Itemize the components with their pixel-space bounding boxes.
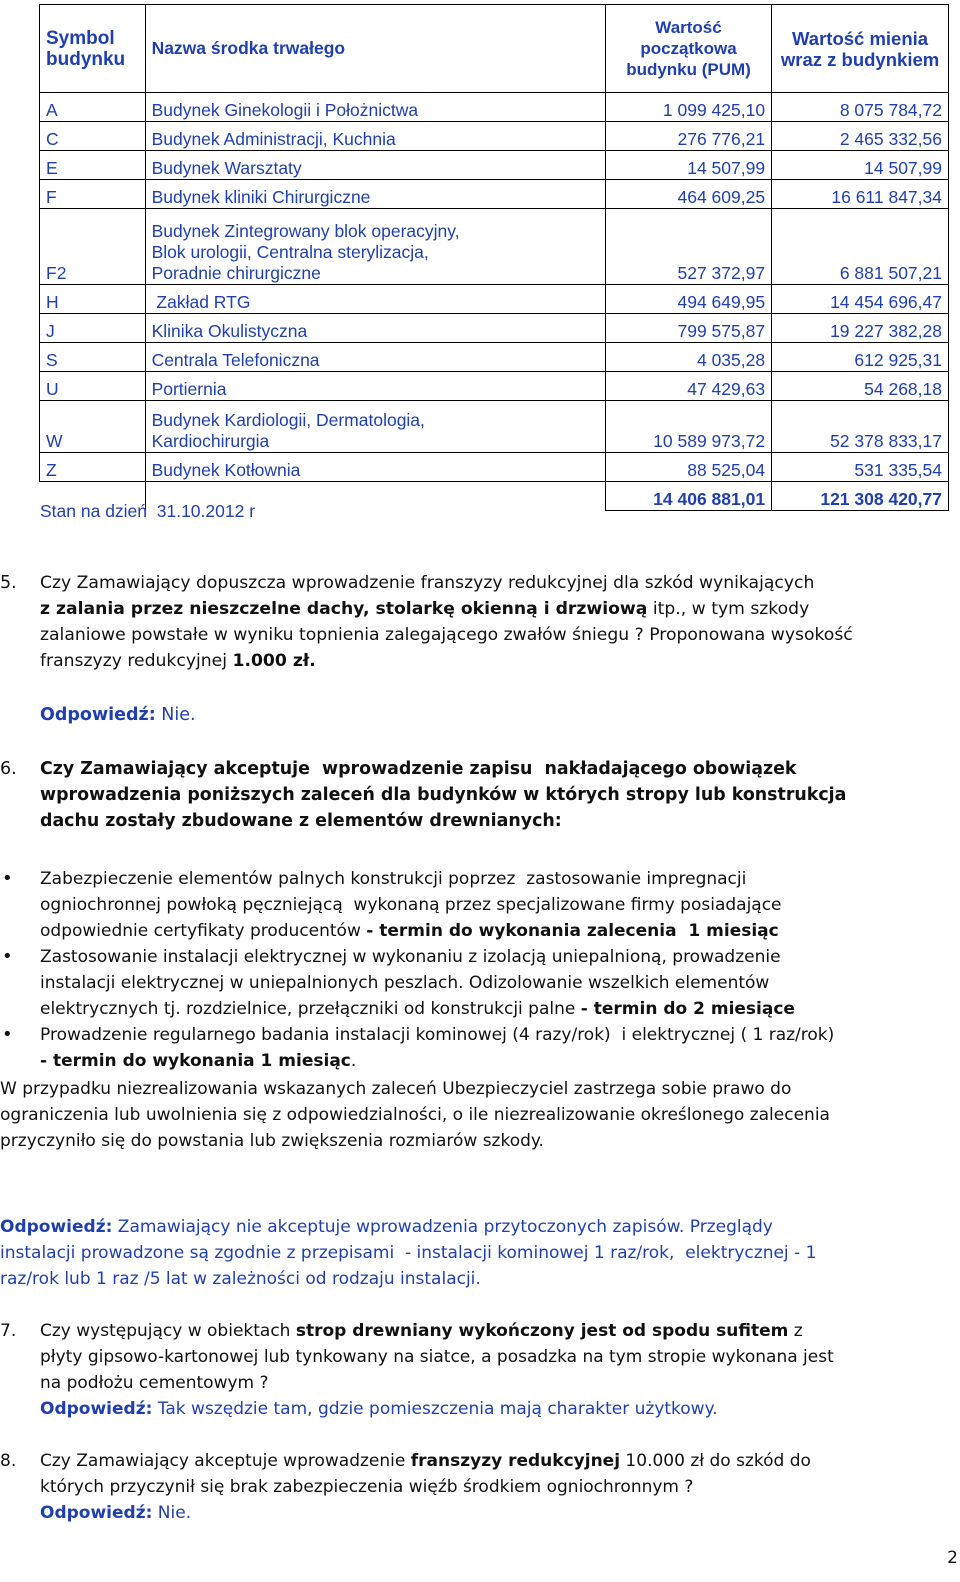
row-property-value: 52 378 833,17 xyxy=(772,401,949,453)
row-name: Budynek Ginekologii i Położnictwa xyxy=(145,93,605,122)
q5-bold-text: z zalania przez nieszczelne dachy, stolarkę okienną i drzwiową xyxy=(40,599,648,619)
question-number: 8. xyxy=(0,1451,17,1471)
row-symbol: F xyxy=(40,180,146,209)
row-symbol: A xyxy=(40,93,146,122)
table-header-row xyxy=(40,5,949,93)
row-property-value: 6 881 507,21 xyxy=(772,209,949,285)
total-property-value: 121 308 420,77 xyxy=(772,482,949,511)
bullet-icon: • xyxy=(2,868,13,889)
q7-line: płyty gipsowo-kartonowej lub tynkowany na siatce, a posadzka na tym stropie wykonana jest xyxy=(40,1347,834,1367)
row-initial-value: 4 035,28 xyxy=(605,343,771,372)
row-property-value: 16 611 847,34 xyxy=(772,180,949,209)
row-name-line: Budynek Kardiologii, Dermatologia, xyxy=(151,410,425,430)
answer-label: Odpowiedź: xyxy=(40,1503,153,1523)
total-initial-value: 14 406 881,01 xyxy=(605,482,771,511)
q5-bold-text: 1.000 zł. xyxy=(232,651,316,671)
q5-line: Czy Zamawiający dopuszcza wprowadzenie franszyzy redukcyjnej dla szkód wynikających xyxy=(40,573,815,593)
answer-text: Nie. xyxy=(152,1503,192,1523)
row-initial-value: 494 649,95 xyxy=(605,285,771,314)
question-number: 7. xyxy=(0,1321,17,1341)
list-item-line xyxy=(40,1048,950,1074)
table-row xyxy=(40,93,949,122)
row-property-value: 19 227 382,28 xyxy=(772,314,949,343)
q7-answer xyxy=(40,1396,950,1422)
q7-text: Czy występujący w obiektach xyxy=(40,1321,296,1341)
bullet-icon: • xyxy=(2,1024,13,1045)
row-name xyxy=(145,209,605,285)
row-initial-value: 47 429,63 xyxy=(605,372,771,401)
list-item xyxy=(40,866,950,944)
row-symbol: H xyxy=(40,285,146,314)
row-property-value: 531 335,54 xyxy=(772,453,949,482)
row-name-line: Budynek Zintegrowany blok operacyjny, xyxy=(151,221,460,241)
q7-bold-text: strop drewniany wykończony jest od spodu sufitem xyxy=(295,1321,789,1341)
row-symbol: F2 xyxy=(40,209,146,285)
row-name-line: Blok urologii, Centralna sterylizacja, xyxy=(151,242,429,262)
building-value-table xyxy=(39,4,949,511)
table-row xyxy=(40,151,949,180)
list-item-text: . xyxy=(350,1051,357,1071)
q5-text: itp., w tym szkody xyxy=(647,599,810,619)
row-initial-value: 14 507,99 xyxy=(605,151,771,180)
q5-text: franszyzy redukcyjnej xyxy=(40,651,233,671)
list-item-line: Zastosowanie instalacji elektrycznej w wykonaniu z izolacją uniepalnioną, prowadzenie xyxy=(40,947,781,967)
question-number: 5. xyxy=(0,573,17,593)
table-row xyxy=(40,285,949,314)
list-item-bold-text: - termin do wykonania 1 miesiąc xyxy=(40,1051,351,1071)
list-item-text: elektrycznych tj. rozdzielnice, przełączniki od konstrukcji palne xyxy=(40,999,581,1019)
row-property-value: 54 268,18 xyxy=(772,372,949,401)
q8-line: których przyczynił się brak zabezpieczenia więźb środkiem ogniochronnym ? xyxy=(40,1477,694,1497)
header-name: Nazwa środka trwałego xyxy=(145,5,605,93)
list-item-line: Zabezpieczenie elementów palnych konstrukcji poprzez zastosowanie impregnacji xyxy=(40,869,747,889)
answer-line xyxy=(0,1214,955,1240)
list-item xyxy=(40,944,950,1022)
bullet-icon: • xyxy=(2,946,13,967)
row-symbol: Z xyxy=(40,453,146,482)
row-symbol: U xyxy=(40,372,146,401)
answer-line: instalacji prowadzone są zgodnie z przepisami - instalacji kominowej 1 raz/rok, elektrycznej - 1 xyxy=(0,1243,817,1263)
row-symbol: S xyxy=(40,343,146,372)
list-item-bold-text: - termin do wykonania zalecenia 1 miesiąc xyxy=(366,921,779,941)
row-name: Portiernia xyxy=(145,372,605,401)
table-row xyxy=(40,209,949,285)
list-item xyxy=(40,1022,950,1074)
row-initial-value: 10 589 973,72 xyxy=(605,401,771,453)
row-initial-value: 1 099 425,10 xyxy=(605,93,771,122)
q5-answer xyxy=(40,702,196,728)
header-property-value: Wartość mienia wraz z budynkiem xyxy=(772,5,949,93)
row-name: Budynek kliniki Chirurgiczne xyxy=(145,180,605,209)
answer-text: Zamawiający nie akceptuje wprowadzenia przytoczonych zapisów. Przeglądy xyxy=(112,1217,773,1237)
row-initial-value: 464 609,25 xyxy=(605,180,771,209)
list-item-line: instalacji elektrycznej w uniepalnionych peszlach. Odizolowanie wszelkich elementów xyxy=(40,973,770,993)
list-item-line: ogniochronnej powłoką pęczniejącą wykonaną przez specjalizowane firmy posiadające xyxy=(40,895,782,915)
row-property-value: 612 925,31 xyxy=(772,343,949,372)
header-symbol: Symbol budynku xyxy=(40,5,146,93)
table-row xyxy=(40,180,949,209)
answer-label: Odpowiedź: xyxy=(0,1217,113,1237)
q7-text: z xyxy=(788,1321,803,1341)
q6-heading-line: dachu zostały zbudowane z elementów drewnianych: xyxy=(40,811,562,831)
row-name-line: Kardiochirurgia xyxy=(151,431,270,451)
row-property-value: 14 454 696,47 xyxy=(772,285,949,314)
row-name: Klinika Okulistyczna xyxy=(145,314,605,343)
question-number: 6. xyxy=(0,759,17,779)
answer-text: Nie. xyxy=(155,705,196,725)
row-symbol: J xyxy=(40,314,146,343)
answer-line: raz/rok lub 1 raz /5 lat w zależności od rodzaju instalacji. xyxy=(0,1269,481,1289)
row-name: Centrala Telefoniczna xyxy=(145,343,605,372)
row-initial-value: 276 776,21 xyxy=(605,122,771,151)
row-name-line: Poradnie chirurgiczne xyxy=(151,263,321,283)
row-symbol: E xyxy=(40,151,146,180)
paragraph-line: ograniczenia lub uwolnienia się z odpowiedzialności, o ile niezrealizowanie określonego zalecenia xyxy=(0,1105,830,1125)
q8-line xyxy=(40,1448,950,1474)
q6-heading-line: wprowadzenia poniższych zaleceń dla budynków w których stropy lub konstrukcja xyxy=(40,785,847,805)
row-property-value: 2 465 332,56 xyxy=(772,122,949,151)
row-initial-value: 799 575,87 xyxy=(605,314,771,343)
q5-line xyxy=(40,596,950,622)
table-row xyxy=(40,372,949,401)
row-property-value: 14 507,99 xyxy=(772,151,949,180)
q6-heading-line: Czy Zamawiający akceptuje wprowadzenie zapisu nakładającego obowiązek xyxy=(40,759,797,779)
row-symbol: W xyxy=(40,401,146,453)
date-note: Stan na dzień 31.10.2012 r xyxy=(40,501,256,521)
list-item-bold-text: - termin do 2 miesiące xyxy=(580,999,795,1019)
list-item-line xyxy=(40,996,950,1022)
q8-text: 10.000 zł do szkód do xyxy=(620,1451,811,1471)
list-item-line xyxy=(40,918,950,944)
paragraph-line: przyczyniło się do powstania lub zwiększenia rozmiarów szkody. xyxy=(0,1131,544,1151)
q7-line xyxy=(40,1318,950,1344)
row-symbol: C xyxy=(40,122,146,151)
list-item-text: odpowiednie certyfikaty producentów xyxy=(40,921,367,941)
table-row xyxy=(40,122,949,151)
row-name xyxy=(145,401,605,453)
table-row xyxy=(40,314,949,343)
answer-text: Tak wszędzie tam, gdzie pomieszczenia mają charakter użytkowy. xyxy=(152,1399,718,1419)
header-initial-value: Wartość początkowa budynku (PUM) xyxy=(605,5,771,93)
table-row xyxy=(40,401,949,453)
row-initial-value: 88 525,04 xyxy=(605,453,771,482)
table-row xyxy=(40,453,949,482)
q6-answer xyxy=(0,1214,955,1292)
row-property-value: 8 075 784,72 xyxy=(772,93,949,122)
q6-paragraph xyxy=(0,1076,955,1154)
q8-text: Czy Zamawiający akceptuje wprowadzenie xyxy=(40,1451,411,1471)
q7-line: na podłożu cementowym ? xyxy=(40,1373,269,1393)
q5-line xyxy=(40,648,950,674)
q5-line: zalaniowe powstałe w wyniku topnienia zalegającego zwałów śniegu ? Proponowana wysokość xyxy=(40,625,853,645)
answer-label: Odpowiedź: xyxy=(40,1399,153,1419)
row-name: Budynek Administracji, Kuchnia xyxy=(145,122,605,151)
row-initial-value: 527 372,97 xyxy=(605,209,771,285)
row-name: Budynek Warsztaty xyxy=(145,151,605,180)
list-item-line: Prowadzenie regularnego badania instalacji kominowej (4 razy/rok) i elektrycznej ( 1 raz/rok) xyxy=(40,1025,835,1045)
paragraph-line: W przypadku niezrealizowania wskazanych zaleceń Ubezpieczyciel zastrzega sobie prawo do xyxy=(0,1079,792,1099)
answer-label: Odpowiedź: xyxy=(40,705,156,725)
row-name: Zakład RTG xyxy=(145,285,605,314)
q8-answer xyxy=(40,1500,950,1526)
table-row xyxy=(40,343,949,372)
page-number: 2 xyxy=(947,1548,958,1568)
q8-bold-text: franszyzy redukcyjnej xyxy=(410,1451,621,1471)
row-name: Budynek Kotłownia xyxy=(145,453,605,482)
